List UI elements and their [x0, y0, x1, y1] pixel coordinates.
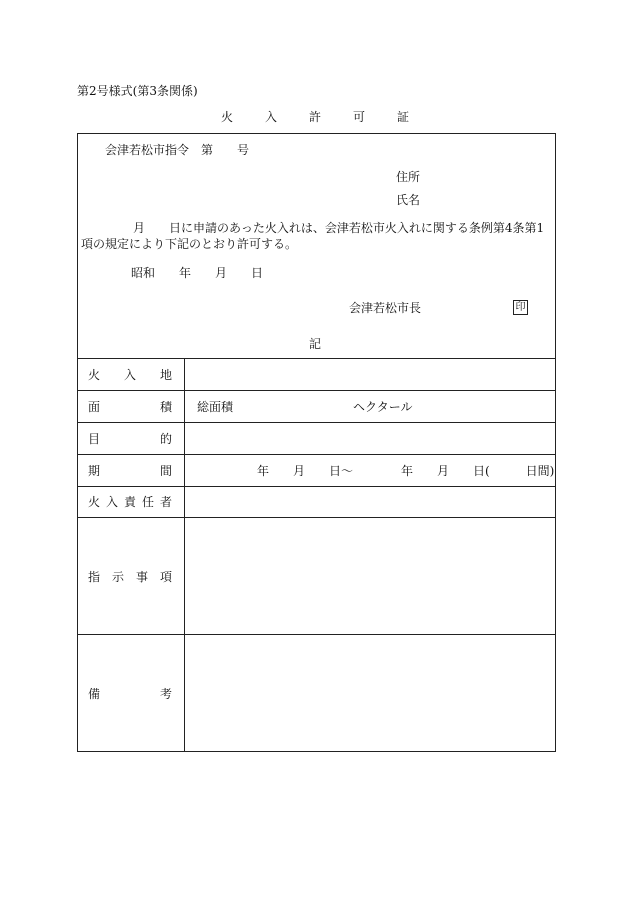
- row-value: 総面積 ヘクタール: [197, 400, 413, 414]
- order-number: 会津若松市指令 第 号: [105, 143, 250, 157]
- row-label: [88, 495, 172, 509]
- name-label: 氏名: [396, 193, 421, 207]
- permit-body-text: 月 日に申請のあった火入れは、会津若松市火入れに関する条例第4条第1項の規定により下記のとおり許可する。: [81, 221, 545, 251]
- row-label-char: 目: [88, 432, 101, 446]
- seal-box: 印: [513, 300, 528, 315]
- row-label-char: 者: [159, 495, 172, 509]
- row-label-char: 的: [159, 432, 172, 446]
- row-label-char: 示: [111, 570, 124, 584]
- row-label-char: 指: [88, 570, 101, 584]
- row-label-char: 任: [141, 495, 154, 509]
- row-divider: [77, 634, 556, 635]
- row-label-char: 面: [88, 400, 101, 414]
- row-label: [88, 464, 172, 478]
- row-label: [88, 368, 172, 382]
- address-label: 住所: [396, 170, 421, 184]
- row-label-char: 事: [135, 570, 148, 584]
- row-divider: [77, 454, 556, 455]
- row-label: [88, 687, 172, 701]
- row-divider: [77, 422, 556, 423]
- column-divider: [184, 358, 185, 752]
- row-label-char: 間: [159, 464, 172, 478]
- row-label-char: 地: [159, 368, 172, 382]
- row-label-char: 入: [105, 495, 118, 509]
- permit-body: [81, 220, 553, 252]
- row-label: [88, 400, 172, 414]
- row-label-char: 責: [123, 495, 136, 509]
- document-title: 火入許可証: [220, 110, 441, 124]
- row-label-char: 項: [159, 570, 172, 584]
- row-label-char: 期: [88, 464, 101, 478]
- row-label: [88, 432, 172, 446]
- row-label-char: 考: [159, 687, 172, 701]
- row-label-char: 火: [88, 495, 101, 509]
- row-divider: [77, 486, 556, 487]
- issue-date: 昭和 年 月 日: [131, 266, 264, 280]
- row-label-char: 火: [88, 368, 101, 382]
- form-label: 第2号様式(第3条関係): [77, 84, 198, 98]
- row-label-char: 備: [88, 687, 101, 701]
- row-label-char: 積: [159, 400, 172, 414]
- mayor-title: 会津若松市長: [349, 301, 422, 315]
- ki-heading: 記: [308, 337, 321, 351]
- row-divider: [77, 358, 556, 359]
- row-label-char: 入: [123, 368, 136, 382]
- row-value: 年 月 日〜 年 月 日( 日間): [197, 464, 555, 478]
- row-divider: [77, 390, 556, 391]
- row-label: [88, 570, 172, 584]
- row-divider: [77, 517, 556, 518]
